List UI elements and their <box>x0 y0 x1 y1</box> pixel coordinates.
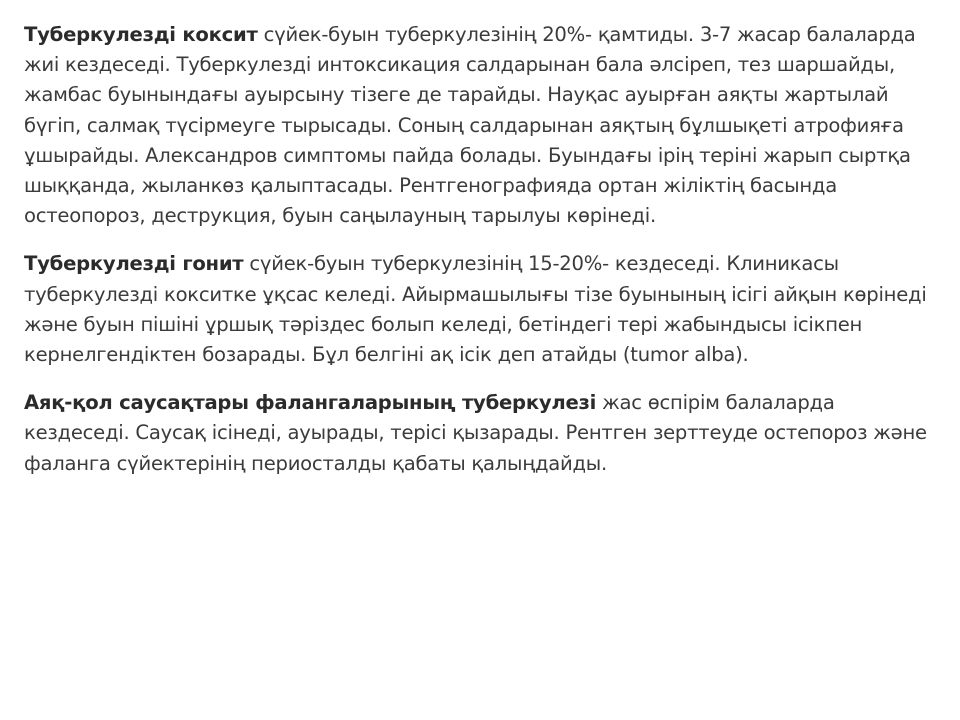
document-body <box>24 20 936 479</box>
paragraph-gonitis <box>24 249 936 370</box>
paragraph-phalanges <box>24 388 936 479</box>
paragraph-text: жас өспірім балаларда кездеседі. Саусақ ісінеді, ауырады, терісі қызарады. Рентген зерттеуде остепороз және фаланга сүйектерінің периосталды қабаты қалыңдайды. <box>24 391 927 475</box>
paragraph-term: Туберкулезді коксит <box>24 23 258 46</box>
paragraph-term: Туберкулезді гонит <box>24 252 244 276</box>
paragraph-text: сүйек-буын туберкулезінің 15-20%- кездеседі. Клиникасы туберкулезді кокситке ұқсас келеді. Айырмашылығы тізе буынының ісігі айқын көрінеді және буын пішіні ұршық тәріздес болып келеді, бетіндегі тері жабындысы ісікпен кернелгендіктен бозарады. Бұл белгіні ақ ісік деп атайды (tumor alba). <box>24 252 927 367</box>
paragraph-term: Аяқ-қол саусақтары фалангаларының туберкулезі <box>24 391 597 415</box>
paragraph-coxitis <box>24 20 936 231</box>
paragraph-text: сүйек-буын туберкулезінің 20%- қамтиды. 3-7 жасар балаларда жиі кездеседі. Туберкулезді интоксикация салдарынан бала әлсіреп, тез шаршайды, жамбас буынындағы ауырсыну тізеге де тарайды. Науқас ауырған аяқты жартылай бүгіп, салмақ түсірмеуге тырысады. Соның салдарынан аяқтың бұлшықеті атрофияға ұшырайды. Александров симптомы пайда болады. Буындағы ірің теріні жарып сыртқа шыққанда, жыланкөз қалыптасады. Рентгенографияда ортан жіліктің басында остеопороз, деструкция, буын саңылауның тарылуы көрінеді. <box>24 23 916 228</box>
